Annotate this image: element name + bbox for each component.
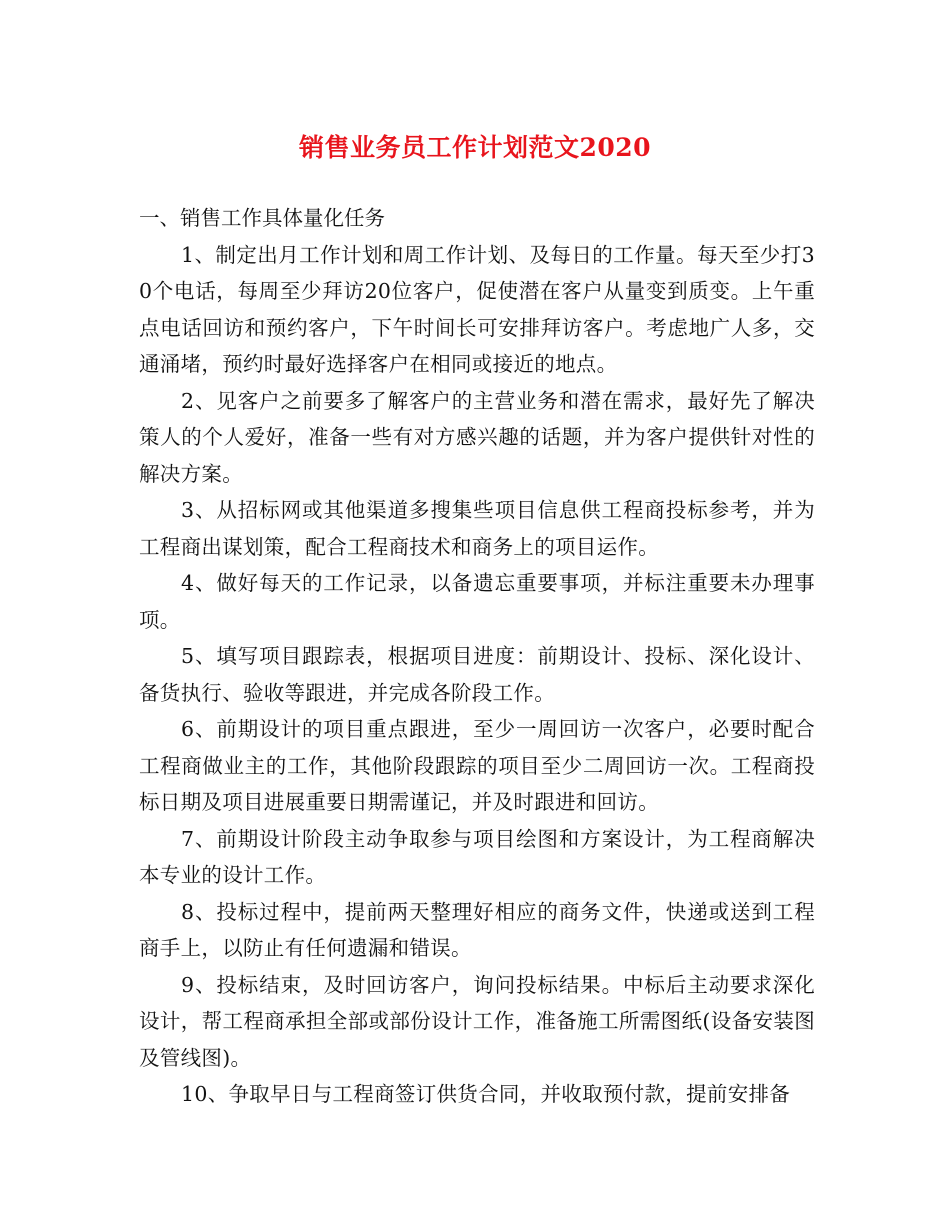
section-heading: 一、销售工作具体量化任务 <box>139 206 385 230</box>
paragraph-3: 3、从招标网或其他渠道多搜集些项目信息供工程商投标参考，并为工程商出谋划策，配合工程商技术和商务上的项目运作。 <box>139 498 815 559</box>
paragraph-2: 2、见客户之前要多了解客户的主营业务和潜在需求，最好先了解决策人的个人爱好，准备一些有对方感兴趣的话题，并为客户提供针对性的解决方案。 <box>139 388 815 486</box>
paragraph-1: 1、制定出月工作计划和周工作计划、及每日的工作量。每天至少打30个电话，每周至少拜访20位客户，促使潜在客户从量变到质变。上午重点电话回访和预约客户，下午时间长可安排拜访客户。考虑地广人多，交通涌堵，预约时最好选择客户在相同或接近的地点。 <box>139 242 815 376</box>
document-body <box>139 200 815 1113</box>
document-title: 销售业务员工作计划范文2020 <box>298 133 652 162</box>
paragraph-5: 5、填写项目跟踪表，根据项目进度：前期设计、投标、深化设计、备货执行、验收等跟进，并完成各阶段工作。 <box>139 644 815 705</box>
paragraph-6: 6、前期设计的项目重点跟进，至少一周回访一次客户，必要时配合工程商做业主的工作，其他阶段跟踪的项目至少二周回访一次。工程商投标日期及项目进展重要日期需谨记，并及时跟进和回访。 <box>139 717 815 814</box>
paragraph-7: 7、前期设计阶段主动争取参与项目绘图和方案设计，为工程商解决本专业的设计工作。 <box>139 826 815 887</box>
paragraph-8: 8、投标过程中，提前两天整理好相应的商务文件，快递或送到工程商手上，以防止有任何遗漏和错误。 <box>139 899 815 960</box>
paragraph-4: 4、做好每天的工作记录，以备遗忘重要事项，并标注重要未办理事项。 <box>139 571 815 632</box>
paragraph-10: 10、争取早日与工程商签订供货合同，并收取预付款，提前安排备 <box>181 1082 791 1106</box>
paragraph-9: 9、投标结束，及时回访客户，询问投标结果。中标后主动要求深化设计，帮工程商承担全部或部份设计工作，准备施工所需图纸(设备安装图及管线图)。 <box>139 972 815 1070</box>
